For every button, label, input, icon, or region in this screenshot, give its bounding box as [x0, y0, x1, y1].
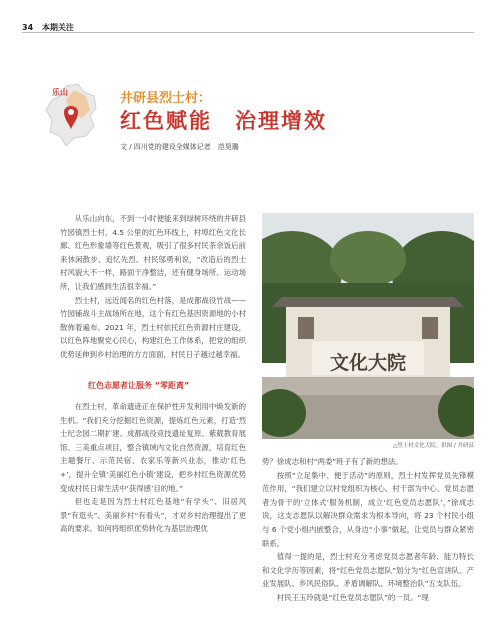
column-1-top: [60, 212, 246, 362]
paragraph: 值得一提的是，烈士村充分考虑党员志愿者年龄、能力特长和文化学历等因素，将“红色党员志愿队”划分为“红色宣讲队、产业发展队、乡风民俗队、矛盾调解队、环境整治队”五支队伍。: [262, 552, 474, 589]
paragraph: 按照“立足集中、便于活动”的原则，烈士村发挥党员先锋模范作用，“我们建立以村党组织为核心、村干部为中心、党员志愿者为骨干的‘立体式’服务机制，成立‘红色党员志愿队’，”徐成志说，这支志愿队以解决群众需求为根本导向，将 23 个村民小组与 6 个党小组内嵌整合，从身边“小事”做起，让党员与群众紧密联系。: [262, 470, 474, 548]
photo-caption: △烈士村文化大院。供图 / 井研县: [392, 443, 474, 449]
paragraph: 但也走是因为烈士村红色基地“有学头”、旧居风景“有逛头”、美丽乡村“有看头”，才对乡村治理提出了更高的要求。如何将组织优势转化为基层治理优: [60, 497, 246, 534]
paragraph: 势？徐成志和村“两委”班子有了新的想法。: [262, 457, 403, 466]
map-label: 乐山: [52, 88, 68, 97]
article-byline: 文 / 四川党的建设全媒体记者 范昊璐: [120, 143, 239, 151]
article-title: 红色赋能 治理增效: [120, 109, 327, 133]
column-2: [262, 455, 474, 605]
article-kicker: 井研县烈士村：: [120, 91, 212, 106]
page-number: 34: [22, 23, 34, 32]
paragraph: 从乐山向东，不到一小时便能来到绿树环绕的井研县竹园镇烈士村，4.5 公里的红色环线上，村埠红色文化长廊、红色形象墙等红色景观，吸引了很多村民茶余饭后前来休闲散步、追忆先烈。村民邬勇利说，“改造后的烈士村风貌大不一样，路面干净整洁，还有健身场所、运动场所，让我们感到生活很幸福。”: [60, 214, 246, 291]
section-title: 本期关注: [41, 23, 74, 32]
header-divider: [22, 32, 474, 33]
photo-illustration: [262, 213, 474, 439]
paragraph: 村民王玉玲就是“红色党员志愿队”的一员。“现: [276, 592, 429, 602]
photo-sign-text: 文化大院: [329, 352, 407, 374]
village-photo: [262, 213, 474, 439]
section-subhead: 红色志愿者让服务 “零距离”: [88, 381, 190, 390]
paragraph: 烈士村，远近闻名的红色村落，是成都战役竹战——竹园铺战斗主战场所在地，这个有红色基因资源地的小村散佈着遍布。2021 年，烈士村依托红色资源村庄建设，以红色阵地聚党心民心，构建红色工作体系，把党的组织优势延伸到乡村治理的方方面面，村民日子越过越幸福。: [60, 295, 246, 359]
column-1-bottom: [60, 400, 246, 536]
paragraph: 在烈士村，革命遗迹正在保护性开发利用中焕发新的生机。“我们充分挖掘红色资源，提炼红色元素，打造‘烈士纪念园二期扩建、成都战役竞技遗址复原、紫葳教育展馆、三美重点项目，整合镇域内文化自然资源，培育红色主题餐厅、示范民宿、农家乐等新兴业态，推动‘红色+’，提升全镇‘美丽红色小镇’建设，把乡村红色资源优势变成村民日常生活中‘获得感’目的地。”: [60, 402, 246, 493]
